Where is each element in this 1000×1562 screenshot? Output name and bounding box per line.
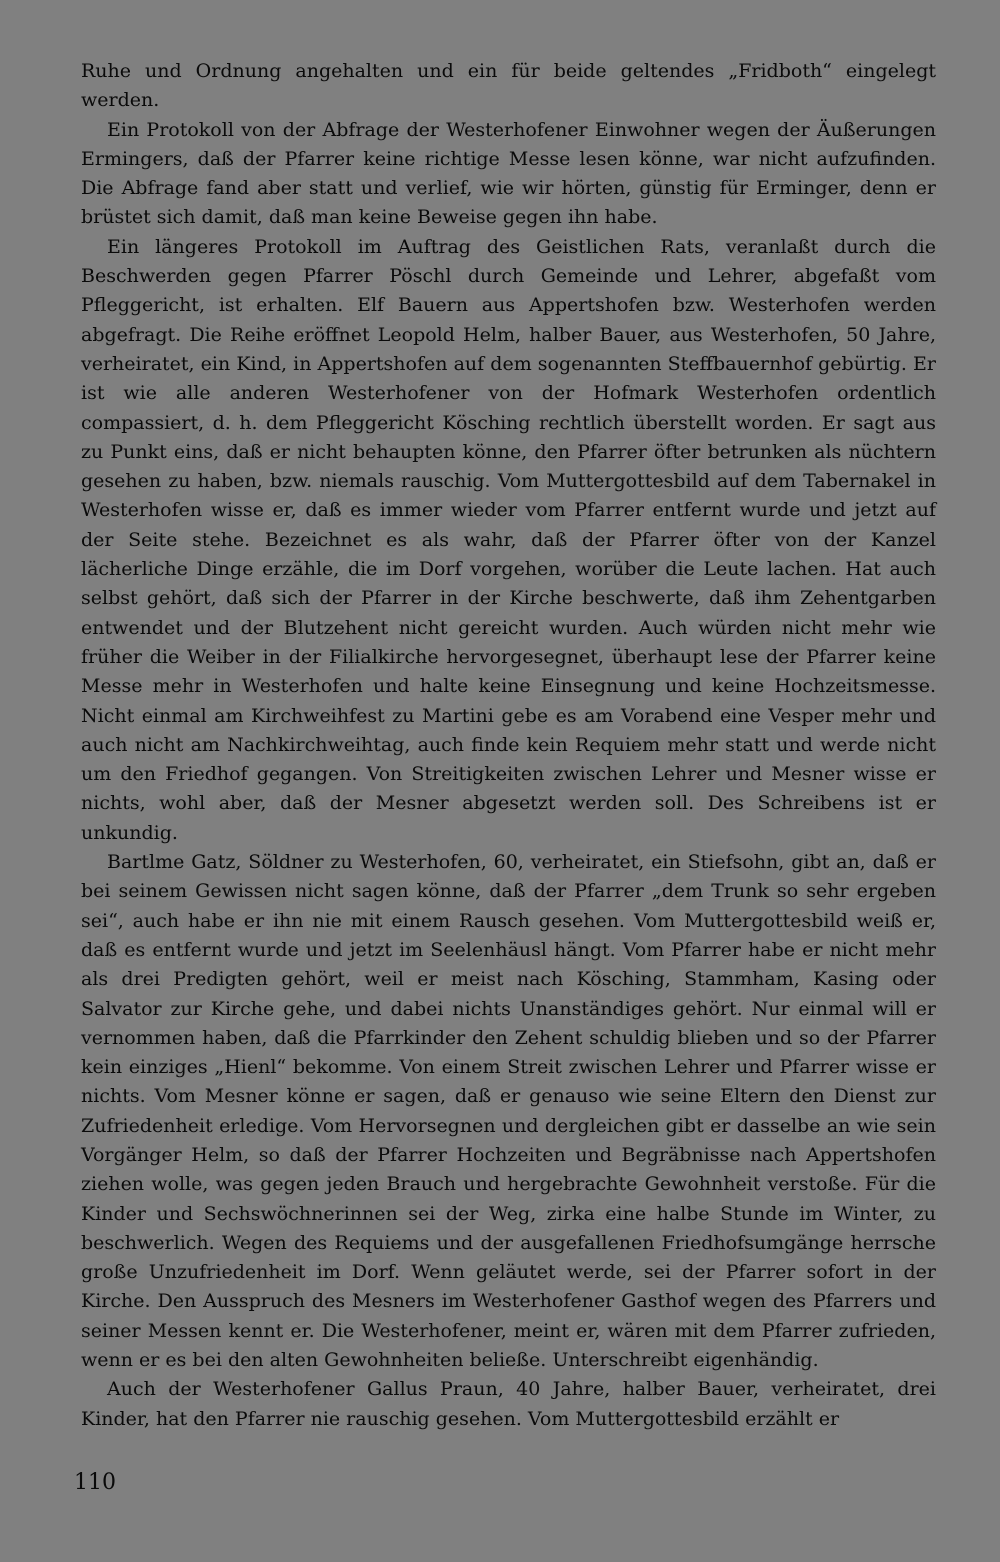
page-number: 110 [74,1470,116,1495]
paragraph-gallus-praun: Auch der Westerhofener Gallus Praun, 40 Jahre, halber Bauer, verheiratet, drei Kinder, hat den Pfarrer nie rauschig gesehen. Vom Muttergottesbild erzählt er [81,1378,936,1430]
paragraph-bartlme-gatz: Bartlme Gatz, Söldner zu Westerhofen, 60, verheiratet, ein Stiefsohn, gibt an, daß er bei seinem Gewissen nicht sagen könne, daß der Pfarrer „dem Trunk so sehr ergeben sei“, auch habe er ihn nie mit einem Rausch gesehen. Vom Muttergottesbild weiß er, daß es entfernt wurde und jetzt im Seelenhäusl hängt. Vom Pfarrer habe er nicht mehr als drei Predigten gehört, weil er meist nach Kösching, Stammham, Kasing oder Salvator zur Kirche gehe, und dabei nichts Unanständiges gehört. Nur einmal will er vernommen haben, daß die Pfarrkinder den Zehent schuldig blieben und so der Pfarrer kein einziges „Hienl“ bekomme. Von einem Streit zwischen Lehrer und Pfarrer wisse er nichts. Vom Mesner könne er sagen, daß er genauso wie seine Eltern den Dienst zur Zufriedenheit erledige. Vom Hervorsegnen und dergleichen gibt er dasselbe an wie sein Vorgänger Helm, so daß der Pfarrer Hochzeiten und Begräbnisse nach Appertshofen ziehen wolle, was gegen jeden Brauch und hergebrachte Gewohnheit verstoße. Für die Kinder und Sechswöchnerinnen sei der Weg, zirka eine halbe Stunde im Winter, zu beschwerlich. Wegen des Requiems und der ausgefallenen Friedhofsumgänge herrsche große Unzufriedenheit im Dorf. Wenn geläutet werde, sei der Pfarrer sofort in der Kirche. Den Ausspruch des Mesners im Westerhofener Gasthof wegen des Pfarrers und seiner Messen kennt er. Die Westerhofener, meint er, wären mit dem Pfarrer zufrieden, wenn er es bei den alten Gewohnheiten beließe. Unterschreibt eigenhändig. [81,851,936,1372]
body-text [81,57,936,1434]
paragraph-protokoll-abfrage: Ein Protokoll von der Abfrage der Westerhofener Einwohner wegen der Äußerungen Ermingers, daß der Pfarrer keine richtige Messe lesen könne, war nicht aufzufinden. Die Abfrage fand aber statt und verlief, wie wir hörten, günstig für Erminger, denn er brüstet sich damit, daß man keine Beweise gegen ihn habe. [81,118,936,229]
paragraph-protokoll-helm: Ein längeres Protokoll im Auftrag des Geistlichen Rats, veranlaßt durch die Beschwerden gegen Pfarrer Pöschl durch Gemeinde und Lehrer, abgefaßt vom Pfleggericht, ist erhalten. Elf Bauern aus Appertshofen bzw. Westerhofen werden abgefragt. Die Reihe eröffnet Leopold Helm, halber Bauer, aus Westerhofen, 50 Jahre, verheiratet, ein Kind, in Appertshofen auf dem sogenannten Steffbauernhof gebürtig. Er ist wie alle anderen Westerhofener von der Hofmark Westerhofen ordentlich compassiert, d. h. dem Pfleggericht Kösching rechtlich überstellt worden. Er sagt aus zu Punkt eins, daß er nicht behaupten könne, den Pfarrer öfter betrunken als nüchtern gesehen zu haben, bzw. niemals rauschig. Vom Muttergottesbild auf dem Tabernakel in Westerhofen wisse er, daß es immer wieder vom Pfarrer entfernt wurde und jetzt auf der Seite stehe. Bezeichnet es als wahr, daß der Pfarrer öfter von der Kanzel lächerliche Dinge erzähle, die im Dorf vorgehen, worüber die Leute lachen. Hat auch selbst gehört, daß sich der Pfarrer in der Kirche beschwerte, daß ihm Zehentgarben entwendet und der Blutzehent nicht gereicht wurden. Auch würden nicht mehr wie früher die Weiber in der Filialkirche hervorgesegnet, überhaupt lese der Pfarrer keine Messe mehr in Westerhofen und halte keine Einsegnung und keine Hochzeitsmesse. Nicht einmal am Kirchweihfest zu Martini gebe es am Vorabend eine Vesper mehr und auch nicht am Nachkirchweihtag, auch finde kein Requiem mehr statt und werde nicht um den Friedhof gegangen. Von Streitigkeiten zwischen Lehrer und Mesner wisse er nichts, wohl aber, daß der Mesner abgesetzt werden soll. Des Schreibens ist er unkundig. [81,235,936,844]
paragraph-continuation: Ruhe und Ordnung angehalten und ein für beide geltendes „Fridboth“ eingelegt werden. [81,60,936,112]
